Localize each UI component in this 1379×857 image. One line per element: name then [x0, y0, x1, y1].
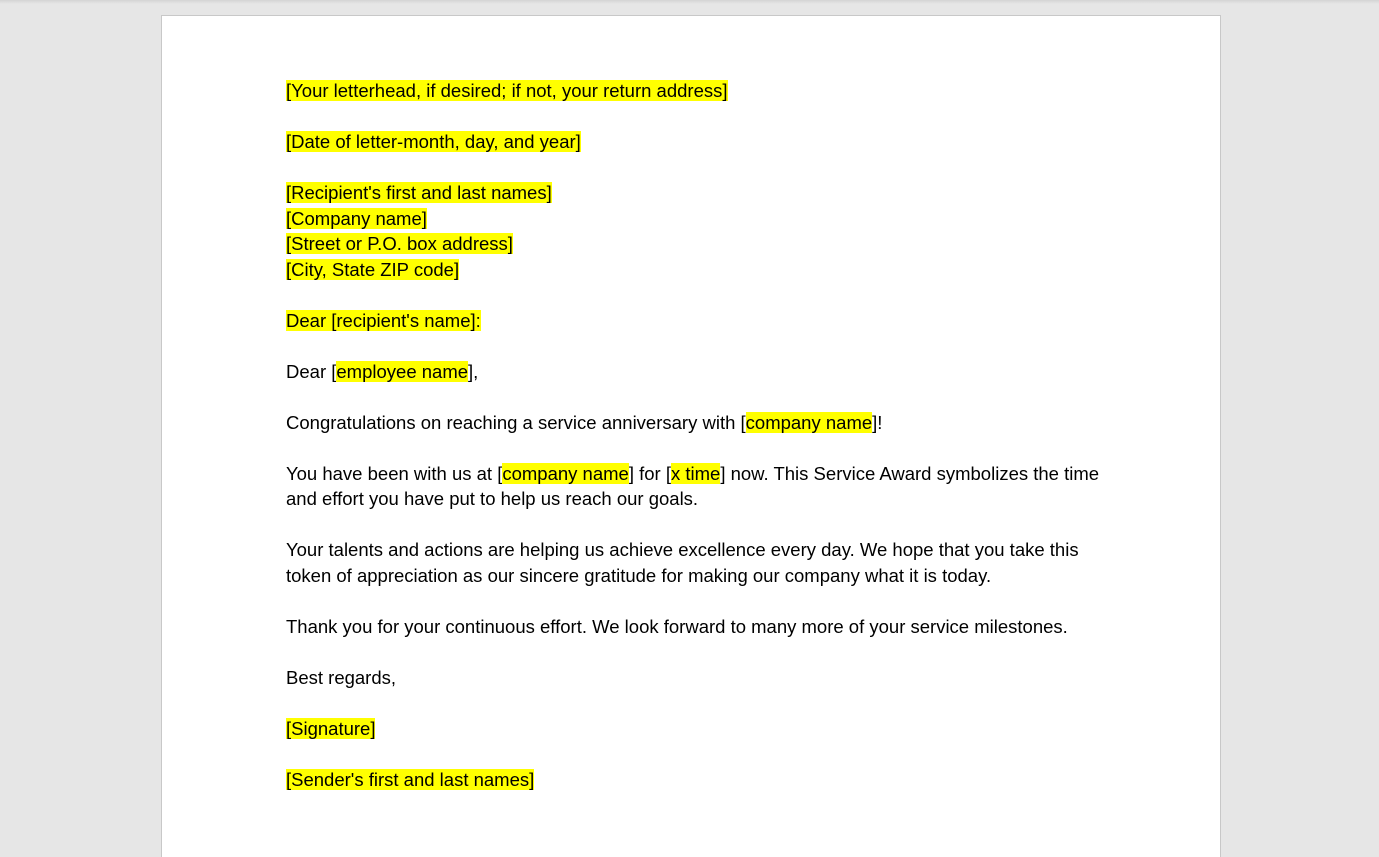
- greeting-prefix: Dear [: [286, 360, 337, 382]
- window-top-edge: [0, 0, 1379, 4]
- company-name-inline-placeholder: company name: [745, 411, 873, 433]
- company-name-placeholder: [Company name]: [286, 207, 427, 229]
- date-paragraph: [286, 129, 1106, 155]
- letterhead-placeholder: [Your letterhead, if desired; if not, your return address]: [286, 80, 728, 101]
- signature-paragraph: [286, 716, 1106, 742]
- service-award-text-3: ] now. This Service Award symbolizes the time and effort you have put to help us reach our goals.: [286, 462, 1105, 509]
- congratulations-paragraph: [286, 410, 1106, 436]
- letterhead-paragraph: [286, 78, 1106, 104]
- service-award-text-1: You have been with us at [: [286, 462, 503, 484]
- street-address-placeholder: [Street or P.O. box address]: [286, 233, 513, 254]
- document-page[interactable]: [161, 15, 1221, 857]
- greeting-suffix: ],: [468, 360, 479, 382]
- recipient-name-placeholder: [Recipient's first and last names]: [286, 182, 552, 203]
- closing-paragraph: Best regards,: [286, 666, 397, 688]
- recipient-address-block: [286, 180, 1106, 282]
- x-time-placeholder: x time: [670, 462, 721, 484]
- employee-name-placeholder: employee name: [336, 360, 469, 382]
- thank-you-paragraph: Thank you for your continuous effort. We look forward to many more of your service milestones.: [286, 615, 1068, 637]
- salutation-placeholder: Dear [recipient's name]:: [286, 309, 481, 331]
- letter-body[interactable]: [286, 78, 1106, 818]
- service-award-text-2: ] for [: [628, 462, 671, 484]
- date-placeholder: [Date of letter-month, day, and year]: [286, 131, 581, 152]
- congratulations-text: Congratulations on reaching a service anniversary with [: [286, 411, 746, 433]
- greeting-paragraph: [286, 359, 1106, 385]
- service-award-paragraph: [286, 461, 1106, 512]
- talents-paragraph: Your talents and actions are helping us achieve excellence every day. We hope that you take this token of appreciation as our sincere gratitude for making our company what it is today.: [286, 539, 1084, 586]
- sender-name-placeholder: [Sender's first and last names]: [286, 768, 535, 790]
- company-name-inline-placeholder-2: company name: [502, 462, 629, 484]
- congratulations-suffix: ]!: [872, 411, 883, 433]
- salutation-paragraph: [286, 308, 1106, 334]
- signature-placeholder: [Signature]: [286, 717, 376, 739]
- city-state-zip-placeholder: [City, State ZIP code]: [286, 258, 460, 280]
- sender-paragraph: [286, 767, 1106, 793]
